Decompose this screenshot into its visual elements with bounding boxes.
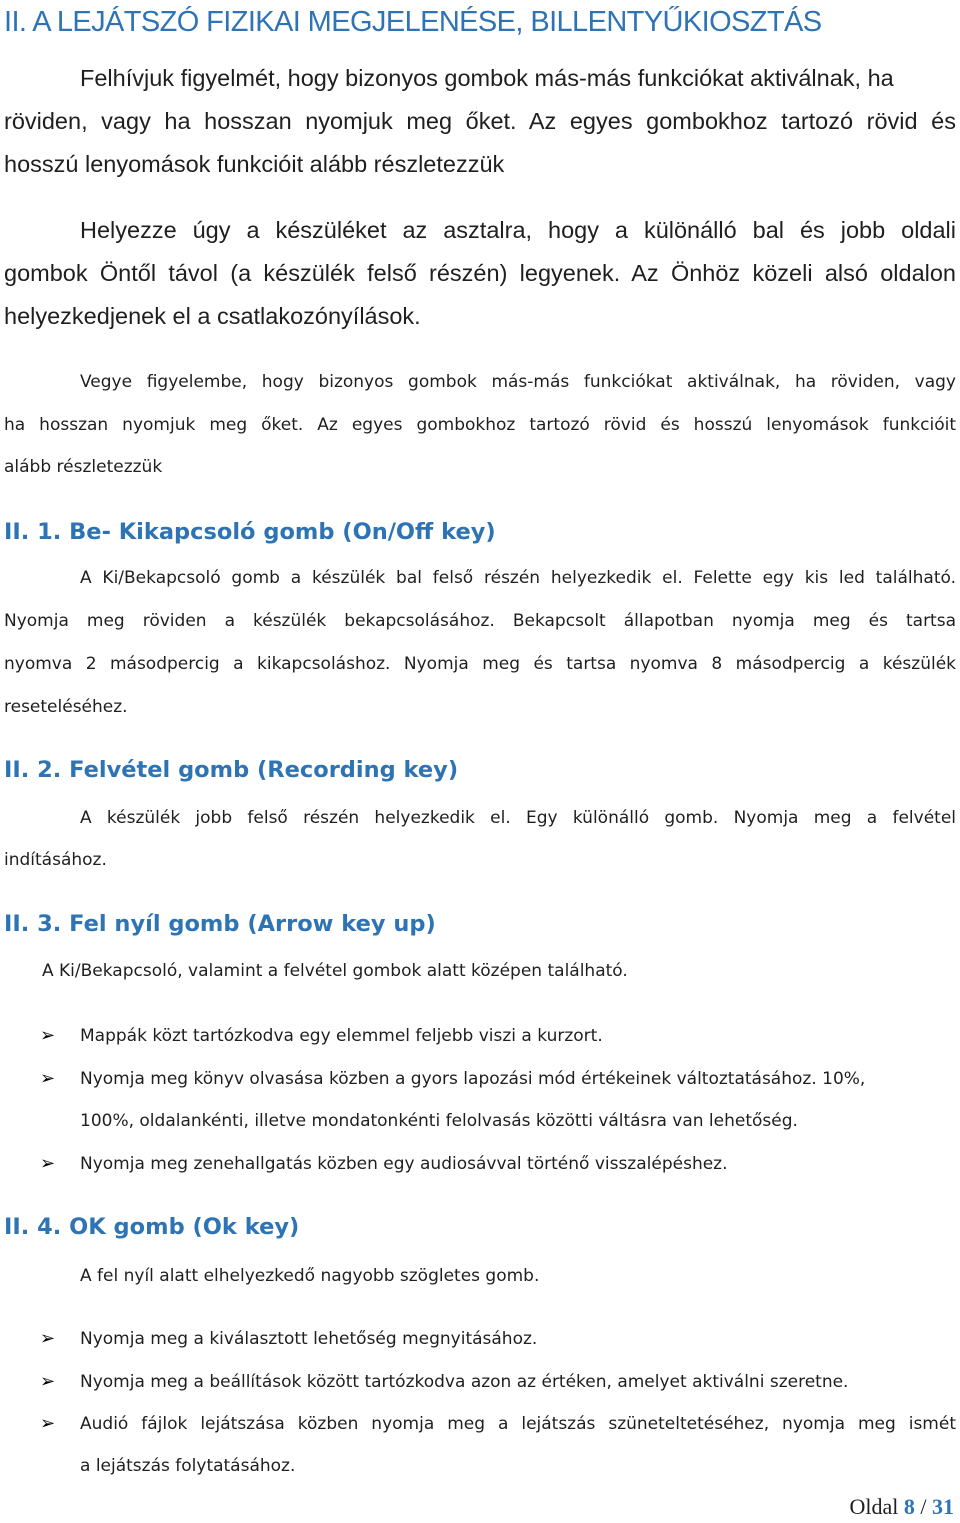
section-heading-arrow-up: II. 3. Fel nyíl gomb (Arrow key up) xyxy=(4,911,436,937)
page-title: II. A LEJÁTSZÓ FIZIKAI MEGJELENÉSE, BILLENTYŰKIOSZTÁS xyxy=(4,6,822,38)
footer-label: Oldal xyxy=(849,1494,899,1519)
bullet-arrow-icon: ➢ xyxy=(40,1068,56,1089)
section-heading-recording: II. 2. Felvétel gomb (Recording key) xyxy=(4,757,459,783)
footer-total-pages: 31 xyxy=(932,1494,954,1519)
section-text-line: A Ki/Bekapcsoló gomb a készülék bal felső részén helyezkedik el. Felette egy kis led található. xyxy=(80,568,956,588)
intro-paragraph-line: Felhívjuk figyelmét, hogy bizonyos gombok más-más funkciókat aktiválnak, ha xyxy=(80,65,894,91)
intro-paragraph-line: röviden, vagy ha hosszan nyomjuk meg őket. Az egyes gombokhoz tartozó rövid és xyxy=(4,108,956,134)
bullet-arrow-icon: ➢ xyxy=(40,1153,56,1174)
bullet-arrow-icon: ➢ xyxy=(40,1413,56,1434)
section-text-line: reseteléséhez. xyxy=(4,697,128,717)
bullet-item: Nyomja meg a beállítások között tartózkodva azon az értéken, amelyet aktiválni szeretne. xyxy=(80,1372,849,1392)
section-text-line: indításához. xyxy=(4,850,107,870)
bullet-item: Mappák közt tartózkodva egy elemmel feljebb viszi a kurzort. xyxy=(80,1026,603,1046)
footer-current-page: 8 xyxy=(903,1494,915,1519)
intro-paragraph-line: gombok Öntől távol (a készülék felső részén) legyenek. Az Önhöz közeli alsó oldalon xyxy=(4,260,956,286)
bullet-arrow-icon: ➢ xyxy=(40,1328,56,1349)
notice-paragraph-line: alább részletezzük xyxy=(4,457,163,477)
section-text-line: Nyomja meg röviden a készülék bekapcsolásához. Bekapcsolt állapotban nyomja meg és tartsa xyxy=(4,611,956,631)
section-text-line: A Ki/Bekapcsoló, valamint a felvétel gombok alatt középen található. xyxy=(42,961,628,981)
intro-paragraph-line: hosszú lenyomások funkcióit alább részletezzük xyxy=(4,151,505,177)
bullet-item: Nyomja meg zenehallgatás közben egy audiosávval történő visszalépéshez. xyxy=(80,1154,728,1174)
bullet-item: Nyomja meg könyv olvasása közben a gyors lapozási mód értékeinek változtatásához. 10%, xyxy=(80,1069,866,1089)
footer-separator: / xyxy=(920,1494,927,1519)
bullet-item-continuation: 100%, oldalankénti, illetve mondatonkénti felolvasás közötti váltásra van lehetőség. xyxy=(80,1111,798,1131)
notice-paragraph-line: ha hosszan nyomjuk meg őket. Az egyes gombokhoz tartozó rövid és hosszú lenyomások funkcióit xyxy=(4,415,956,435)
section-heading-ok: II. 4. OK gomb (Ok key) xyxy=(4,1214,300,1240)
bullet-arrow-icon: ➢ xyxy=(40,1371,56,1392)
notice-paragraph-line: Vegye figyelembe, hogy bizonyos gombok más-más funkciókat aktiválnak, ha röviden, vagy xyxy=(80,372,956,392)
section-text-line: nyomva 2 másodpercig a kikapcsoláshoz. Nyomja meg és tartsa nyomva 8 másodpercig a készülék xyxy=(4,654,956,674)
bullet-item: Audió fájlok lejátszása közben nyomja meg a lejátszás szüneteltetéséhez, nyomja meg ismét xyxy=(80,1414,956,1434)
bullet-item: Nyomja meg a kiválasztott lehetőség megnyitásához. xyxy=(80,1329,538,1349)
bullet-item-continuation: a lejátszás folytatásához. xyxy=(80,1456,296,1476)
intro-paragraph-line: helyezkedjenek el a csatlakozónyílások. xyxy=(4,303,421,329)
section-text-line: A fel nyíl alatt elhelyezkedő nagyobb szögletes gomb. xyxy=(80,1266,540,1286)
section-text-line: A készülék jobb felső részén helyezkedik el. Egy különálló gomb. Nyomja meg a felvétel xyxy=(80,808,956,828)
page-footer xyxy=(849,1494,954,1520)
section-heading-on-off: II. 1. Be- Kikapcsoló gomb (On/Off key) xyxy=(4,519,496,545)
intro-paragraph-line: Helyezze úgy a készüléket az asztalra, hogy a különálló bal és jobb oldali xyxy=(80,217,956,243)
bullet-arrow-icon: ➢ xyxy=(40,1025,56,1046)
